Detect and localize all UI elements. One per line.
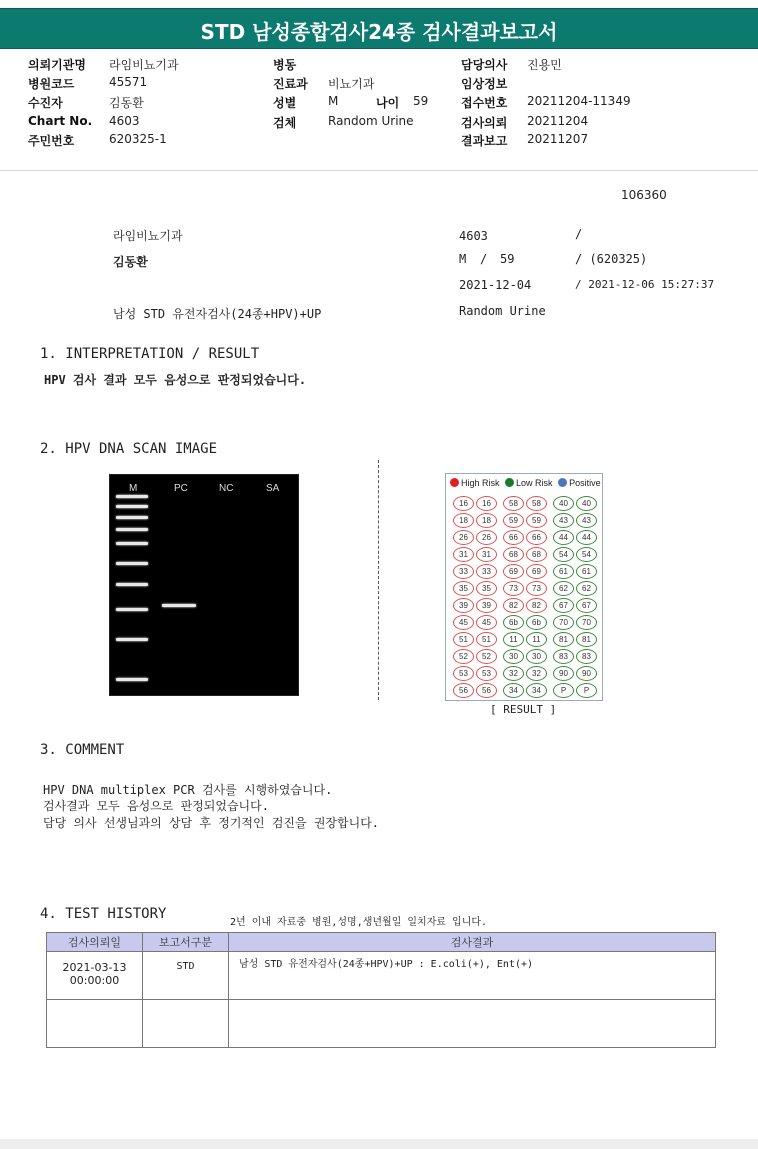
- hpv-type-cell: 44: [576, 530, 597, 545]
- hpv-type-cell: 83: [553, 649, 574, 664]
- hpv-type-cell: 51: [453, 632, 474, 647]
- hpv-type-cell: 45: [476, 615, 497, 630]
- header-label: 수진자: [28, 96, 63, 110]
- info-sex: M: [459, 252, 467, 266]
- hpv-type-cell: 34: [503, 683, 524, 698]
- interpretation-text: HPV 검사 결과 모두 음성으로 판정되었습니다.: [44, 373, 307, 387]
- hpv-type-cell: 39: [453, 598, 474, 613]
- hpv-type-cell: 62: [553, 581, 574, 596]
- info-patient: 김동환: [113, 255, 148, 269]
- comment-line: 검사결과 모두 음성으로 판정되었습니다.: [43, 799, 269, 813]
- legend-positive: Positive: [569, 478, 601, 488]
- hpv-type-cell: 52: [476, 649, 497, 664]
- info-rrn: / (620325): [575, 252, 648, 266]
- comment-line: 담당 의사 선생님과의 상담 후 정기적인 검진을 권장합니다.: [43, 816, 380, 830]
- page-bottom-bar: [0, 1139, 758, 1149]
- header-value: 4603: [109, 114, 140, 128]
- history-date: [47, 1000, 143, 1048]
- hpv-type-cell: 11: [526, 632, 547, 647]
- table-row: [47, 952, 716, 1000]
- hpv-type-cell: 59: [526, 513, 547, 528]
- hpv-type-cell: 30: [503, 649, 524, 664]
- lane-label-pc: PC: [174, 483, 188, 494]
- test-history-table: [46, 932, 716, 1048]
- hpv-type-cell: 58: [526, 496, 547, 511]
- hpv-type-cell: 35: [453, 581, 474, 596]
- info-date-request: 2021-12-04: [459, 278, 532, 292]
- header-label: 성별: [273, 96, 297, 110]
- hpv-type-cell: 59: [503, 513, 524, 528]
- header-label: 주민번호: [28, 134, 75, 148]
- header-value: M: [328, 94, 339, 108]
- hpv-type-cell: 62: [576, 581, 597, 596]
- header-label: 결과보고: [461, 134, 508, 148]
- hpv-type-cell: 32: [503, 666, 524, 681]
- image-divider: [378, 460, 379, 700]
- hpv-type-cell: 31: [453, 547, 474, 562]
- section-test-history-title: 4. TEST HISTORY: [40, 906, 167, 922]
- hpv-type-cell: 35: [476, 581, 497, 596]
- hpv-type-cell: 6b: [503, 615, 524, 630]
- header-value: 라임비뇨기과: [109, 58, 179, 72]
- hpv-type-cell: 66: [503, 530, 524, 545]
- report-title: STD 남성종합검사24종 검사결과보고서: [200, 20, 558, 44]
- grid-caption: [ RESULT ]: [490, 703, 557, 716]
- gel-electrophoresis-image: [109, 474, 299, 696]
- hpv-result-grid: [445, 473, 603, 701]
- hpv-type-cell: 33: [476, 564, 497, 579]
- header-value: 20211207: [527, 132, 589, 146]
- hpv-type-cell: 82: [526, 598, 547, 613]
- history-result: [229, 1000, 716, 1048]
- hpv-type-cell: 39: [476, 598, 497, 613]
- section-scan-image-title: 2. HPV DNA SCAN IMAGE: [40, 441, 218, 457]
- hpv-type-cell: 16: [453, 496, 474, 511]
- section-interpretation-title: 1. INTERPRETATION / RESULT: [40, 346, 260, 362]
- high-risk-dot-icon: [450, 478, 459, 487]
- marker-band: [116, 638, 148, 641]
- hpv-type-cell: 31: [476, 547, 497, 562]
- test-history-note: 2년 이내 자료중 병원,성명,생년월일 일치자료 입니다.: [230, 917, 488, 928]
- lane-label-nc: NC: [219, 483, 234, 494]
- marker-band: [116, 562, 148, 565]
- history-date: 2021-03-13 00:00:00: [47, 952, 143, 1000]
- table-row: [47, 1000, 716, 1048]
- hpv-type-cell: P: [553, 683, 574, 698]
- header-label: 검사의뢰: [461, 116, 508, 130]
- hpv-type-cell: 18: [476, 513, 497, 528]
- hpv-type-cell: 33: [453, 564, 474, 579]
- header-label: 검체: [273, 116, 297, 130]
- header-value: Random Urine: [328, 114, 414, 128]
- hpv-type-cell: 70: [576, 615, 597, 630]
- section-comment-title: 3. COMMENT: [40, 742, 125, 758]
- history-result: 남성 STD 유전자검사(24종+HPV)+UP : E.coli(+), Ent(+): [229, 952, 716, 1000]
- hpv-type-cell: 16: [476, 496, 497, 511]
- hpv-type-cell: 32: [526, 666, 547, 681]
- info-test-name: 남성 STD 유전자검사(24종+HPV)+UP: [113, 307, 322, 321]
- positive-dot-icon: [558, 478, 567, 487]
- hpv-type-cell: 66: [526, 530, 547, 545]
- hpv-type-cell: 43: [576, 513, 597, 528]
- hpv-type-cell: 67: [576, 598, 597, 613]
- header-value: 비뇨기과: [328, 77, 375, 91]
- header-divider: [0, 170, 758, 171]
- column-header-type: 보고서구분: [143, 933, 229, 952]
- info-clinic: 라임비뇨기과: [113, 229, 183, 243]
- marker-band: [116, 608, 148, 611]
- hpv-type-cell: 11: [503, 632, 524, 647]
- header-age-value: 59: [413, 94, 429, 108]
- hpv-type-cell: P: [576, 683, 597, 698]
- hpv-type-cell: 52: [453, 649, 474, 664]
- header-label: 병원코드: [28, 77, 75, 91]
- pc-band: [162, 604, 196, 607]
- marker-band: [116, 516, 148, 519]
- header-value: 20211204-11349: [527, 94, 631, 108]
- hpv-type-cell: 6b: [526, 615, 547, 630]
- legend-high-risk: High Risk: [461, 478, 500, 488]
- hpv-type-cell: 70: [553, 615, 574, 630]
- hpv-type-cell: 61: [576, 564, 597, 579]
- hpv-type-cell: 82: [503, 598, 524, 613]
- table-header-row: [47, 933, 716, 952]
- hpv-type-cell: 30: [526, 649, 547, 664]
- legend-low-risk: Low Risk: [516, 478, 553, 488]
- info-age: 59: [500, 252, 515, 266]
- hpv-type-cell: 26: [476, 530, 497, 545]
- hpv-type-cell: 40: [576, 496, 597, 511]
- history-type: STD: [143, 952, 229, 1000]
- header-value: 20211204: [527, 114, 589, 128]
- info-specimen: Random Urine: [459, 304, 546, 318]
- hpv-type-cell: 54: [576, 547, 597, 562]
- hpv-type-cell: 73: [503, 581, 524, 596]
- hpv-type-cell: 56: [476, 683, 497, 698]
- header-label: 임상정보: [461, 77, 508, 91]
- header-value: 45571: [109, 75, 148, 89]
- hpv-type-cell: 18: [453, 513, 474, 528]
- column-header-result: 검사결과: [229, 933, 716, 952]
- hpv-type-cell: 53: [476, 666, 497, 681]
- hpv-type-cell: 81: [553, 632, 574, 647]
- info-chart: 4603: [459, 229, 488, 243]
- hpv-type-cell: 56: [453, 683, 474, 698]
- low-risk-dot-icon: [505, 478, 514, 487]
- marker-band: [116, 505, 148, 508]
- hpv-type-cell: 58: [503, 496, 524, 511]
- marker-band: [116, 583, 148, 586]
- info-slash-sex: /: [480, 252, 488, 266]
- hpv-type-cell: 69: [503, 564, 524, 579]
- marker-band: [116, 542, 148, 545]
- hpv-type-cell: 68: [526, 547, 547, 562]
- lane-label-sa: SA: [266, 483, 280, 494]
- info-slash: /: [575, 227, 583, 241]
- header-label: 담당의사: [461, 58, 508, 72]
- hpv-type-cell: 34: [526, 683, 547, 698]
- hpv-type-cell: 73: [526, 581, 547, 596]
- info-date-report: / 2021-12-06 15:27:37: [575, 278, 715, 291]
- hpv-type-cell: 51: [476, 632, 497, 647]
- hpv-type-cell: 40: [553, 496, 574, 511]
- header-value: 620325-1: [109, 132, 167, 146]
- header-label: 진료과: [273, 77, 308, 91]
- header-age-label: 나이: [376, 96, 400, 110]
- hpv-type-cell: 67: [553, 598, 574, 613]
- hpv-type-cell: 54: [553, 547, 574, 562]
- hpv-type-cell: 43: [553, 513, 574, 528]
- lane-label-m: M: [129, 483, 138, 494]
- header-value: 진용민: [527, 58, 562, 72]
- marker-band: [116, 678, 148, 681]
- history-type: [143, 1000, 229, 1048]
- document-number: 106360: [621, 188, 667, 202]
- header-label: 접수번호: [461, 96, 508, 110]
- hpv-type-cell: 26: [453, 530, 474, 545]
- column-header-date: 검사의뢰일: [47, 933, 143, 952]
- hpv-type-cell: 61: [553, 564, 574, 579]
- hpv-type-cell: 81: [576, 632, 597, 647]
- hpv-type-cell: 53: [453, 666, 474, 681]
- header-label: 병동: [273, 58, 297, 72]
- marker-band: [116, 495, 148, 498]
- report-title-bar: [0, 8, 758, 49]
- hpv-type-cell: 45: [453, 615, 474, 630]
- hpv-type-cell: 44: [553, 530, 574, 545]
- header-value: 김동환: [109, 96, 144, 110]
- header-label: 의뢰기관명: [28, 58, 86, 72]
- grid-legend: [450, 478, 601, 488]
- hpv-type-cell: 68: [503, 547, 524, 562]
- comment-line: HPV DNA multiplex PCR 검사를 시행하였습니다.: [43, 783, 333, 797]
- header-label: Chart No.: [28, 114, 93, 128]
- marker-band: [116, 528, 148, 531]
- hpv-type-cell: 83: [576, 649, 597, 664]
- hpv-type-cell: 90: [576, 666, 597, 681]
- hpv-type-cell: 90: [553, 666, 574, 681]
- hpv-type-cell: 69: [526, 564, 547, 579]
